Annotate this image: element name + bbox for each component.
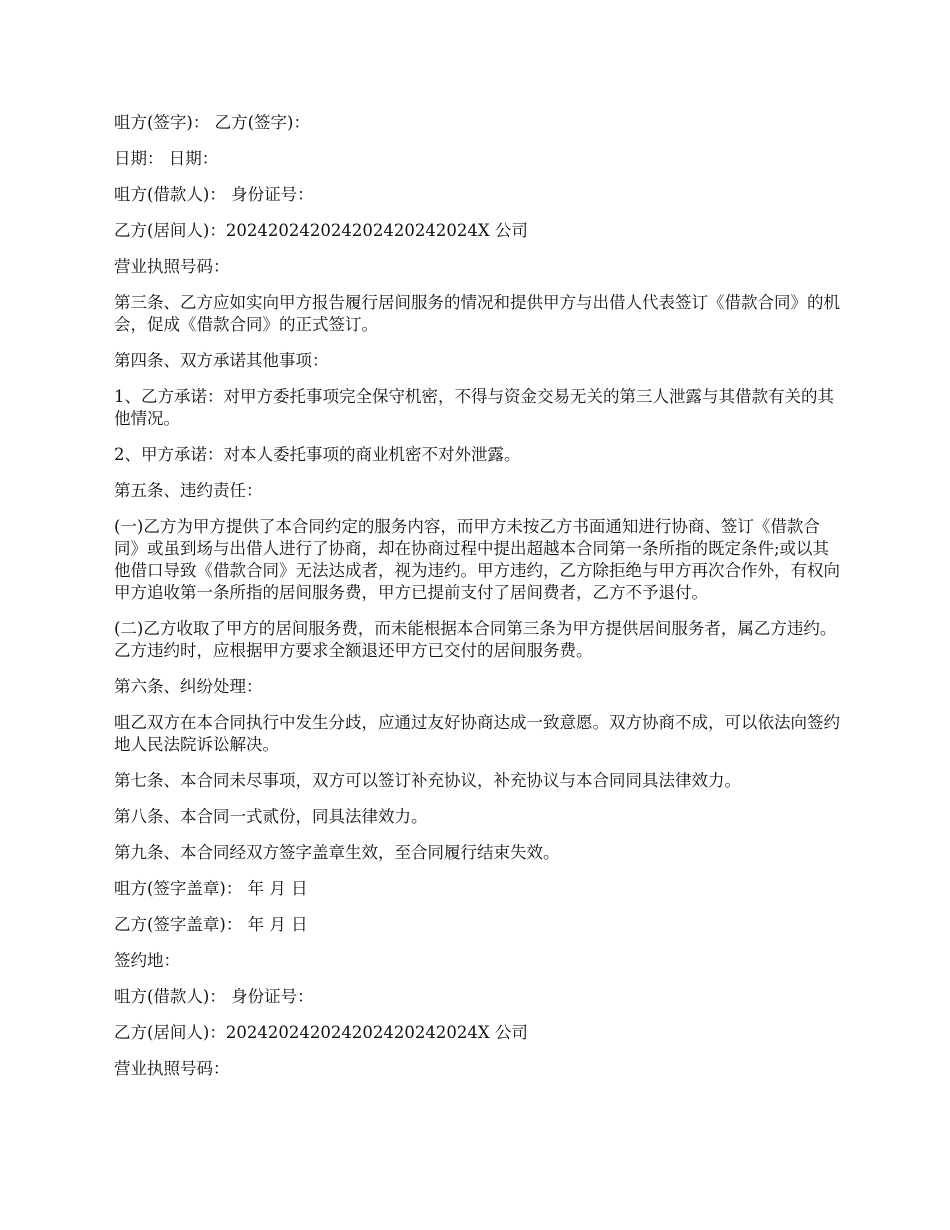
- article-4-heading: 第四条、双方承诺其他事项：: [114, 351, 329, 370]
- article-6-body: 咀乙双方在本合同执行中发生分歧，应通过友好协商达成一致意愿。双方协商不成，可以依法向签约地人民法院诉讼解决。: [114, 713, 840, 754]
- signature-line-party-a-b: 咀方(签字)： 乙方(签字)：: [114, 113, 310, 132]
- intermediary-company-line: 乙方(居间人)：202420242024202420242024X 公司: [114, 221, 528, 240]
- article-6-heading: 第六条、纠纷处理：: [114, 677, 263, 696]
- date-line: 日期： 日期：: [114, 149, 219, 168]
- business-license-line: 营业执照号码：: [114, 257, 230, 276]
- business-license-line-2: 营业执照号码：: [114, 1059, 230, 1078]
- article-5-clause-1: (一)乙方为甲方提供了本合同约定的服务内容，而甲方未按乙方书面通知进行协商、签订《借款合同》或虽到场与出借人进行了协商，却在协商过程中提出超越本合同第一条所指的既定条件;或以其他借口导致《借款合同》无法达成者，视为违约。甲方违约，乙方除拒绝与甲方再次合作外，有权向甲方追收第一条所指的居间服务费，甲方已提前支付了居间费者，乙方不予退付。: [114, 517, 840, 602]
- party-a-seal-date-line: 咀方(签字盖章)： 年 月 日: [114, 879, 308, 898]
- article-9: 第九条、本合同经双方签字盖章生效，至合同履行结束失效。: [114, 843, 560, 862]
- borrower-id-line: 咀方(借款人)： 身份证号：: [114, 185, 314, 204]
- article-4-item-1: 1、乙方承诺：对甲方委托事项完全保守机密，不得与资金交易无关的第三人泄露与其借款有关的其他情况。: [114, 387, 834, 428]
- article-5-clause-2: (二)乙方收取了甲方的居间服务费，而未能根据本合同第三条为甲方提供居间服务者，属乙方违约。乙方违约时，应根据甲方要求全额退还甲方已交付的居间服务费。: [114, 619, 837, 660]
- article-3: 第三条、乙方应如实向甲方报告履行居间服务的情况和提供甲方与出借人代表签订《借款合同》的机会，促成《借款合同》的正式签订。: [114, 293, 840, 334]
- intermediary-company-line-2: 乙方(居间人)：202420242024202420242024X 公司: [114, 1023, 528, 1042]
- article-4-item-2: 2、甲方承诺：对本人委托事项的商业机密不对外泄露。: [114, 445, 521, 464]
- document-body: [114, 112, 840, 1094]
- borrower-id-line-2: 咀方(借款人)： 身份证号：: [114, 987, 314, 1006]
- article-8: 第八条、本合同一式贰份，同具法律效力。: [114, 807, 428, 826]
- signing-place-line: 签约地：: [114, 951, 180, 970]
- article-7: 第七条、本合同未尽事项，双方可以签订补充协议，补充协议与本合同同具法律效力。: [114, 771, 741, 790]
- party-b-seal-date-line: 乙方(签字盖章)： 年 月 日: [114, 915, 308, 934]
- article-5-heading: 第五条、违约责任：: [114, 481, 263, 500]
